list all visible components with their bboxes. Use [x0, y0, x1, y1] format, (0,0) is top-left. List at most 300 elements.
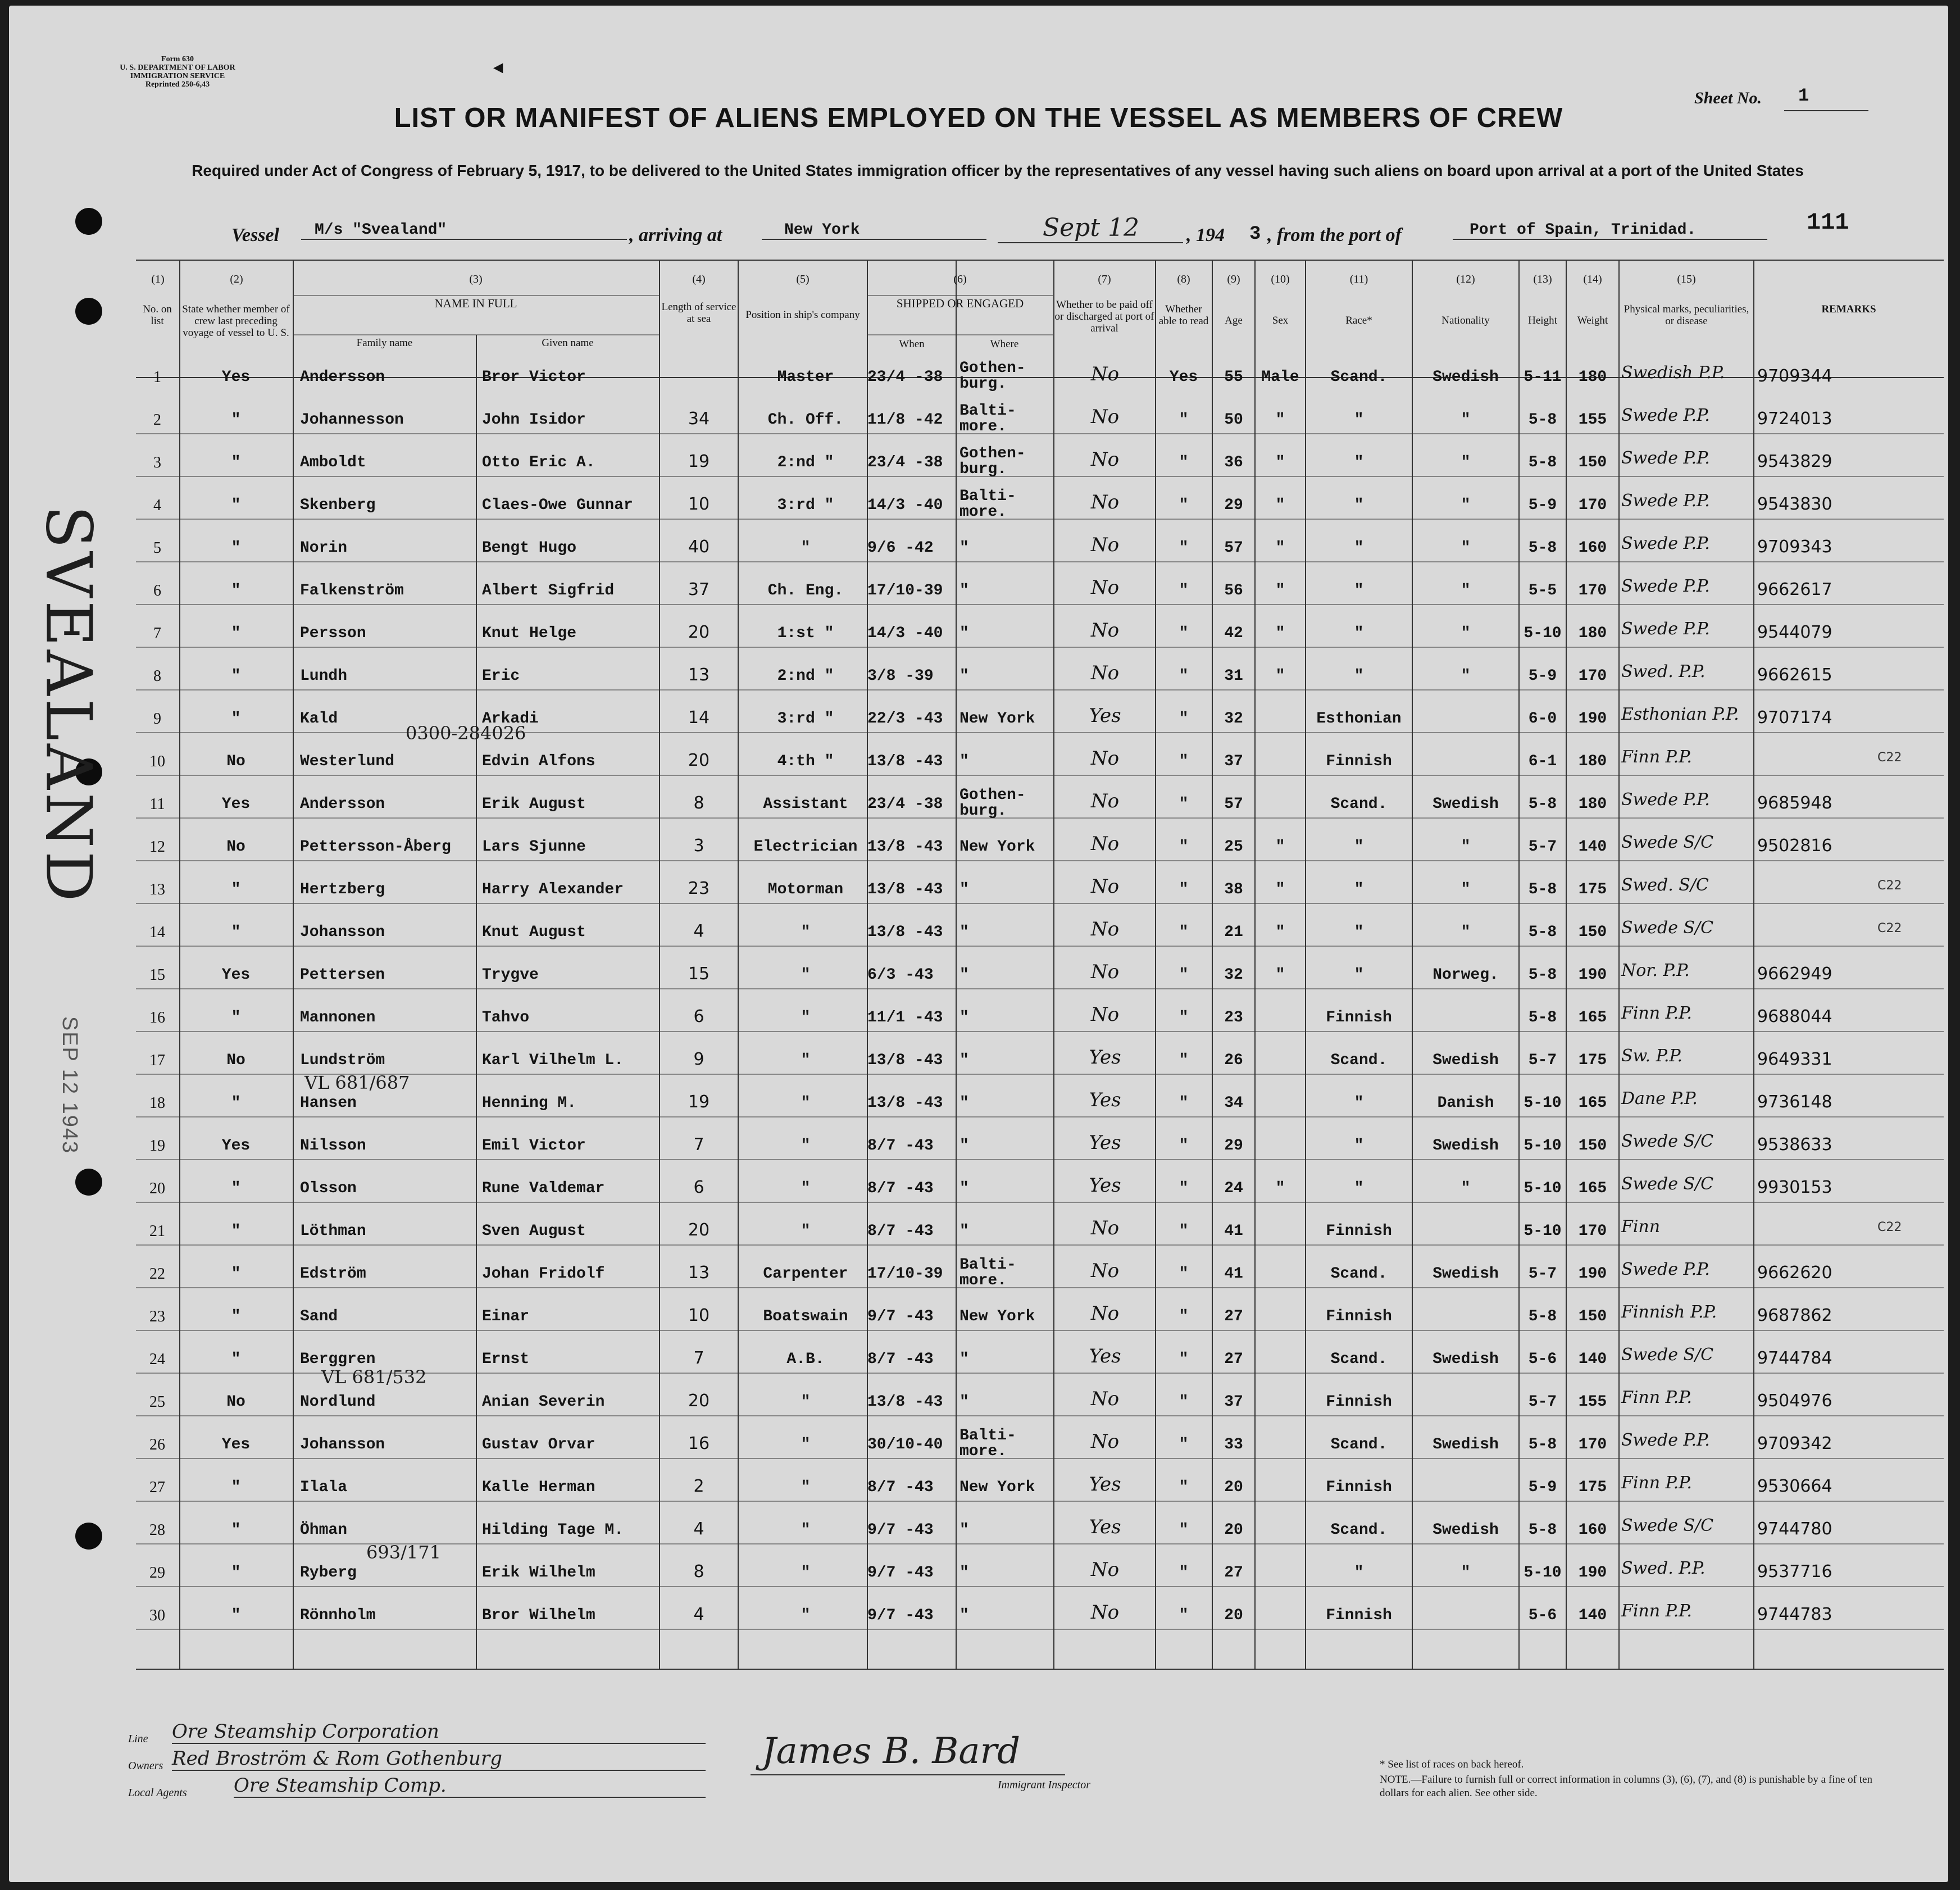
cell-member: " — [231, 1351, 241, 1368]
cell-marks: Swede P.P. — [1621, 1430, 1710, 1450]
cell-position: Carpenter — [763, 1265, 848, 1283]
cell-weight: 180 — [1578, 625, 1607, 642]
cell-race: " — [1354, 625, 1364, 642]
cell-remark: 9544079 — [1757, 623, 1832, 642]
punch-hole — [75, 298, 102, 325]
table-row — [136, 1382, 1944, 1425]
cell-marks: Swede P.P. — [1621, 406, 1710, 425]
cell-n: 24 — [149, 1351, 165, 1368]
cell-position: Ch. Eng. — [767, 582, 844, 599]
cell-read: " — [1179, 966, 1189, 984]
cell-marks: Finn P.P. — [1621, 1473, 1692, 1493]
cell-length: 19 — [688, 452, 710, 471]
cell-height: 5-11 — [1524, 369, 1562, 386]
cell-where: New York — [959, 710, 1035, 728]
cell-height: 5-9 — [1528, 667, 1557, 685]
column-number: (6) — [953, 273, 967, 285]
cell-nat: Swedish — [1433, 1137, 1499, 1155]
cell-race: " — [1354, 881, 1364, 898]
table-row — [136, 1254, 1944, 1297]
cell-age: 55 — [1224, 369, 1243, 386]
cell-nat: " — [1461, 881, 1471, 898]
cell-nat: Swedish — [1433, 796, 1499, 813]
cell-paid: No — [1090, 1217, 1120, 1239]
cell-when: 6/3 -43 — [867, 966, 934, 984]
table-row — [136, 400, 1944, 443]
table-row — [136, 485, 1944, 528]
column-number: (4) — [692, 273, 706, 285]
cell-family: Norin — [300, 539, 348, 557]
header-shipped: SHIPPED OR ENGAGED — [896, 297, 1024, 310]
cell-n: 2 — [153, 411, 161, 429]
cell-marks: Esthonian P.P. — [1621, 705, 1739, 724]
cell-height: 5-8 — [1528, 411, 1557, 429]
cell-where: " — [959, 582, 969, 599]
cell-weight: 170 — [1578, 582, 1607, 599]
cell-remark: 9724013 — [1757, 409, 1832, 429]
header-nationality: Nationality — [1441, 315, 1490, 326]
cell-race: Scand. — [1330, 369, 1388, 386]
cell-length: 2 — [693, 1476, 704, 1496]
cell-position: " — [801, 1607, 811, 1624]
cell-read: " — [1179, 1180, 1189, 1197]
cell-given: Anian Severin — [482, 1393, 605, 1411]
cell-member: " — [231, 1308, 241, 1325]
cell-n: 29 — [149, 1564, 165, 1582]
cell-given: Bror Wilhelm — [482, 1607, 595, 1624]
cell-paid: Yes — [1089, 1473, 1121, 1496]
cell-height: 5-6 — [1528, 1607, 1557, 1624]
cell-read: " — [1179, 411, 1189, 429]
cell-where: Balti-more. — [959, 1256, 1016, 1289]
from-port-value: Port of Spain, Trinidad. — [1453, 221, 1767, 240]
cell-remark: 9709342 — [1757, 1434, 1832, 1453]
cell-n: 11 — [149, 796, 165, 813]
cell-n: 12 — [149, 838, 165, 856]
cell-race: " — [1354, 667, 1364, 685]
cell-length: 20 — [688, 1391, 710, 1411]
cell-weight: 190 — [1578, 1265, 1607, 1283]
cell-where: " — [959, 924, 969, 941]
cell-nat: " — [1461, 924, 1471, 941]
cell-race: Scand. — [1330, 796, 1388, 813]
page-title: LIST OR MANIFEST OF ALIENS EMPLOYED ON THE VESSEL AS MEMBERS OF CREW — [394, 103, 1563, 133]
cell-sex: " — [1275, 454, 1285, 471]
cell-race: Finnish — [1326, 1308, 1392, 1325]
cell-given: Albert Sigfrid — [482, 582, 615, 599]
cell-remark: 9736148 — [1757, 1092, 1832, 1112]
cell-given: Knut Helge — [482, 625, 577, 642]
cell-given: Gustav Orvar — [482, 1436, 595, 1453]
cell-family: Hertzberg — [300, 881, 385, 898]
cell-n: 18 — [149, 1094, 165, 1112]
line-value: Ore Steamship Corporation — [172, 1720, 706, 1744]
annotation-berggren: VL 681/532 — [321, 1366, 427, 1388]
cell-length: 7 — [693, 1135, 704, 1155]
cell-paid: Yes — [1089, 1089, 1121, 1111]
cell-position: " — [801, 1223, 811, 1240]
agents-value: Ore Steamship Comp. — [234, 1774, 706, 1798]
cell-paid: Yes — [1089, 1516, 1121, 1538]
table-row — [136, 571, 1944, 614]
cell-height: 5-10 — [1524, 1180, 1562, 1197]
cell-n: 5 — [153, 539, 161, 557]
cell-weight: 160 — [1578, 1521, 1607, 1539]
cell-where: Gothen-burg. — [959, 445, 1026, 478]
cell-marks: Swede S/C — [1621, 1132, 1714, 1151]
cell-where: Gothen-burg. — [959, 787, 1026, 820]
cell-where: Gothen-burg. — [959, 360, 1026, 393]
cell-family: Falkenström — [300, 582, 404, 599]
cell-race: " — [1354, 1094, 1364, 1112]
cell-read: " — [1179, 454, 1189, 471]
cell-where: " — [959, 1137, 969, 1155]
column-number: (11) — [1349, 273, 1368, 285]
cell-paid: No — [1090, 448, 1120, 471]
column-number: (8) — [1177, 273, 1190, 285]
cell-family: Andersson — [300, 369, 385, 386]
cell-paid: No — [1090, 918, 1120, 941]
cell-age: 31 — [1224, 667, 1243, 685]
cell-length: 13 — [688, 665, 710, 685]
cell-member: Yes — [221, 369, 251, 386]
cell-age: 27 — [1224, 1351, 1243, 1368]
cell-height: 5-8 — [1528, 539, 1557, 557]
cell-height: 5-10 — [1524, 1223, 1562, 1240]
cell-where: " — [959, 753, 969, 770]
table-row — [136, 1297, 1944, 1339]
cell-sex: " — [1275, 838, 1285, 856]
cell-height: 5-6 — [1528, 1351, 1557, 1368]
cell-race: Scand. — [1330, 1351, 1388, 1368]
cell-height: 5-7 — [1528, 1265, 1557, 1283]
cell-race: " — [1354, 1180, 1364, 1197]
cell-height: 5-8 — [1528, 881, 1557, 898]
annotation-lundstrom: VL 681/687 — [304, 1072, 410, 1093]
cell-race: Scand. — [1330, 1521, 1388, 1539]
cell-marks: Swed. P.P. — [1621, 1559, 1706, 1578]
cell-member: " — [231, 497, 241, 514]
column-number: (13) — [1533, 273, 1552, 285]
cell-marks: Swede S/C — [1621, 918, 1714, 938]
cell-n: 6 — [153, 582, 161, 599]
cell-given: Ernst — [482, 1351, 530, 1368]
cell-weight: 175 — [1578, 881, 1607, 898]
cell-length: 4 — [693, 1605, 704, 1624]
cell-marks: Dane P.P. — [1621, 1089, 1698, 1108]
cell-race: Scand. — [1330, 1052, 1388, 1069]
arrival-port: New York — [762, 221, 986, 240]
cell-race: Finnish — [1326, 1223, 1392, 1240]
cell-sex: " — [1275, 1180, 1285, 1197]
cell-family: Edström — [300, 1265, 366, 1283]
header-race: Race* — [1345, 315, 1372, 326]
cell-paid: No — [1090, 491, 1120, 514]
cell-given: Henning M. — [482, 1094, 577, 1112]
cell-given: Tahvo — [482, 1009, 530, 1026]
cell-nat: " — [1461, 582, 1471, 599]
cell-length: 20 — [688, 623, 710, 642]
cell-when: 13/8 -43 — [867, 838, 943, 856]
cell-marks: Swede P.P. — [1621, 534, 1710, 553]
cell-length: 6 — [693, 1178, 704, 1197]
cell-height: 5-8 — [1528, 924, 1557, 941]
cell-given: Sven August — [482, 1223, 586, 1240]
cell-sex: " — [1275, 966, 1285, 984]
form-identifier — [104, 55, 251, 89]
column-number: (5) — [796, 273, 810, 285]
cell-member: " — [231, 710, 241, 728]
cell-n: 20 — [149, 1180, 165, 1197]
cell-nat: " — [1461, 454, 1471, 471]
table-row — [136, 827, 1944, 870]
cell-remark: 9662615 — [1757, 665, 1832, 685]
table-row — [136, 1169, 1944, 1211]
cell-height: 5-8 — [1528, 1009, 1557, 1026]
cell-age: 37 — [1224, 1393, 1243, 1411]
column-number: (7) — [1098, 273, 1111, 285]
column-number: (12) — [1456, 273, 1475, 285]
header-height: Height — [1528, 315, 1557, 326]
cell-family: Pettersson-Åberg — [300, 838, 451, 856]
cell-weight: 170 — [1578, 497, 1607, 514]
year-digit: 3 — [1249, 224, 1261, 245]
cell-height: 6-0 — [1528, 710, 1557, 728]
cell-paid: Yes — [1089, 1132, 1121, 1154]
cell-length: 7 — [693, 1348, 704, 1368]
cell-height: 5-8 — [1528, 1521, 1557, 1539]
cell-nat: " — [1461, 497, 1471, 514]
cell-member: " — [231, 1607, 241, 1624]
cell-when: 13/8 -43 — [867, 881, 943, 898]
cell-where: " — [959, 966, 969, 984]
cell-member: " — [231, 924, 241, 941]
cell-member: " — [231, 454, 241, 471]
cell-family: Nordlund — [300, 1393, 376, 1411]
year-label: , 194 — [1186, 225, 1225, 246]
cell-n: 16 — [149, 1009, 165, 1026]
cell-weight: 180 — [1578, 369, 1607, 386]
cell-position: " — [801, 1564, 811, 1582]
cell-read: " — [1179, 881, 1189, 898]
header-age: Age — [1225, 315, 1243, 326]
cell-where: " — [959, 1607, 969, 1624]
cell-height: 5-9 — [1528, 1479, 1557, 1496]
cell-nat: Swedish — [1433, 1521, 1499, 1539]
cell-member: Yes — [221, 1137, 251, 1155]
cell-paid: No — [1090, 406, 1120, 428]
cell-race: Finnish — [1326, 1393, 1392, 1411]
cell-remark: 9662949 — [1757, 964, 1832, 984]
cell-given: Einar — [482, 1308, 530, 1325]
cell-family: Johansson — [300, 924, 385, 941]
vessel-name: M/s "Svealand" — [301, 221, 627, 240]
cell-paid: Yes — [1089, 1174, 1121, 1197]
cell-remark: 9530664 — [1757, 1476, 1832, 1496]
form-reprint: Reprinted 250-6,43 — [145, 80, 210, 89]
agents-label: Local Agents — [128, 1787, 187, 1799]
cell-n: 25 — [149, 1393, 165, 1411]
cell-when: 23/4 -38 — [867, 369, 943, 386]
cell-sex: " — [1275, 582, 1285, 599]
cell-read: " — [1179, 625, 1189, 642]
cell-height: 5-8 — [1528, 796, 1557, 813]
table-row — [136, 1425, 1944, 1468]
cell-weight: 190 — [1578, 1564, 1607, 1582]
cell-n: 4 — [153, 497, 161, 514]
cell-age: 41 — [1224, 1265, 1243, 1283]
cell-family: Löthman — [300, 1223, 366, 1240]
cell-family: Amboldt — [300, 454, 366, 471]
cell-note: C22 — [1877, 1220, 1902, 1234]
cell-race: Finnish — [1326, 1607, 1392, 1624]
cell-height: 5-9 — [1528, 497, 1557, 514]
column-number: (1) — [151, 273, 165, 285]
cell-marks: Finn P.P. — [1621, 1601, 1692, 1621]
cell-position: " — [801, 539, 811, 557]
cell-length: 13 — [688, 1263, 710, 1283]
form-department: U. S. DEPARTMENT OF LABOR — [120, 63, 235, 72]
cell-member: " — [231, 1009, 241, 1026]
cell-where: " — [959, 1094, 969, 1112]
cell-member: " — [231, 1564, 241, 1582]
cell-n: 21 — [149, 1223, 165, 1240]
cell-weight: 175 — [1578, 1052, 1607, 1069]
header-family: Family name — [356, 337, 413, 349]
cell-height: 5-7 — [1528, 1393, 1557, 1411]
cell-given: Claes-Owe Gunnar — [482, 497, 633, 514]
cell-given: Lars Sjunne — [482, 838, 586, 856]
margin-vessel-name: SVEALAND — [31, 505, 105, 905]
cell-remark: 9662620 — [1757, 1263, 1832, 1283]
cell-race: " — [1354, 966, 1364, 984]
cell-weight: 150 — [1578, 454, 1607, 471]
cell-height: 5-8 — [1528, 454, 1557, 471]
cell-position: Ch. Off. — [767, 411, 844, 429]
cell-sex: Male — [1261, 369, 1299, 386]
header-paidoff: Whether to be paid off or discharged at port of arrival — [1054, 299, 1154, 334]
cell-member: No — [226, 753, 245, 770]
cell-weight: 165 — [1578, 1009, 1607, 1026]
header-given: Given name — [542, 337, 594, 349]
cell-marks: Swede P.P. — [1621, 576, 1710, 596]
cell-weight: 140 — [1578, 1351, 1607, 1368]
cell-read: " — [1179, 667, 1189, 685]
cell-given: Trygve — [482, 966, 539, 984]
cell-where: " — [959, 1180, 969, 1197]
cell-read: " — [1179, 1479, 1189, 1496]
cell-member: " — [231, 539, 241, 557]
header-length: Length of service at sea — [661, 301, 736, 325]
cell-marks: Swede P.P. — [1621, 619, 1710, 639]
cell-note: C22 — [1877, 921, 1902, 935]
stamp-number: 111 — [1807, 209, 1849, 236]
cell-paid: No — [1090, 363, 1120, 385]
cell-paid: No — [1090, 1260, 1120, 1282]
arrival-date: Sept 12 — [998, 213, 1183, 243]
cell-n: 1 — [153, 369, 161, 386]
cell-member: Yes — [221, 1436, 251, 1453]
cell-nat: Swedish — [1433, 1351, 1499, 1368]
cell-age: 56 — [1224, 582, 1243, 599]
cell-race: " — [1354, 838, 1364, 856]
cell-nat: " — [1461, 667, 1471, 685]
cell-nat: Swedish — [1433, 1052, 1499, 1069]
cell-height: 5-10 — [1524, 625, 1562, 642]
cell-length: 10 — [688, 1306, 710, 1325]
cell-member: No — [226, 838, 245, 856]
cell-when: 9/7 -43 — [867, 1564, 934, 1582]
cell-read: " — [1179, 1351, 1189, 1368]
cell-weight: 140 — [1578, 838, 1607, 856]
cell-remark: 9709344 — [1757, 366, 1832, 386]
page-subtitle: Required under Act of Congress of February 5, 1917, to be delivered to the United States immigration officer by the representatives of any vessel having such aliens on board upon arrival at a port of the United States — [192, 162, 1804, 179]
cell-read: " — [1179, 582, 1189, 599]
cell-remark: 9662617 — [1757, 580, 1832, 599]
cell-weight: 150 — [1578, 1308, 1607, 1325]
cell-n: 9 — [153, 710, 161, 728]
header-member: State whether member of crew last preceding voyage of vessel to U. S. — [182, 303, 290, 339]
cell-remark: 9685948 — [1757, 793, 1832, 813]
header-read: Whether able to read — [1158, 303, 1209, 327]
header-weight: Weight — [1577, 315, 1608, 326]
cell-position: " — [801, 1052, 811, 1069]
cell-age: 26 — [1224, 1052, 1243, 1069]
cell-family: Johansson — [300, 1436, 385, 1453]
cell-age: 20 — [1224, 1479, 1243, 1496]
cell-family: Persson — [300, 625, 366, 642]
cell-remark: 9504976 — [1757, 1391, 1832, 1411]
inspector-signature: James B. Bard — [762, 1730, 1021, 1772]
cell-position: Motorman — [767, 881, 844, 898]
cell-race: Esthonian — [1316, 710, 1402, 728]
cell-member: Yes — [221, 796, 251, 813]
cell-read: " — [1179, 1094, 1189, 1112]
cell-age: 41 — [1224, 1223, 1243, 1240]
table-row — [136, 784, 1944, 827]
cell-age: 32 — [1224, 710, 1243, 728]
cell-family: Öhman — [300, 1521, 348, 1539]
cell-family: Westerlund — [300, 753, 395, 770]
cell-n: 15 — [149, 966, 165, 984]
cell-position: A.B. — [786, 1351, 825, 1368]
owners-value: Red Broström & Rom Gothenburg — [172, 1747, 706, 1771]
cell-when: 9/7 -43 — [867, 1308, 934, 1325]
cell-age: 21 — [1224, 924, 1243, 941]
cell-remark: 9744783 — [1757, 1605, 1832, 1624]
cell-remark: 9538633 — [1757, 1135, 1832, 1155]
cell-length: 3 — [693, 836, 704, 856]
cell-height: 5-7 — [1528, 838, 1557, 856]
cell-when: 23/4 -38 — [867, 796, 943, 813]
punch-hole — [75, 1523, 102, 1550]
cell-remark: 9537716 — [1757, 1562, 1832, 1582]
cell-height: 5-7 — [1528, 1052, 1557, 1069]
cell-n: 14 — [149, 924, 165, 941]
cell-remark: 9688044 — [1757, 1007, 1832, 1026]
cell-read: " — [1179, 710, 1189, 728]
cell-read: " — [1179, 539, 1189, 557]
cell-age: 23 — [1224, 1009, 1243, 1026]
cell-length: 40 — [688, 537, 710, 557]
cell-n: 28 — [149, 1521, 165, 1539]
header-name: NAME IN FULL — [434, 297, 517, 310]
cell-family: Olsson — [300, 1180, 357, 1197]
cell-when: 17/10-39 — [867, 582, 943, 599]
cell-member: " — [231, 667, 241, 685]
column-number: (10) — [1271, 273, 1290, 285]
cell-paid: No — [1090, 619, 1120, 642]
